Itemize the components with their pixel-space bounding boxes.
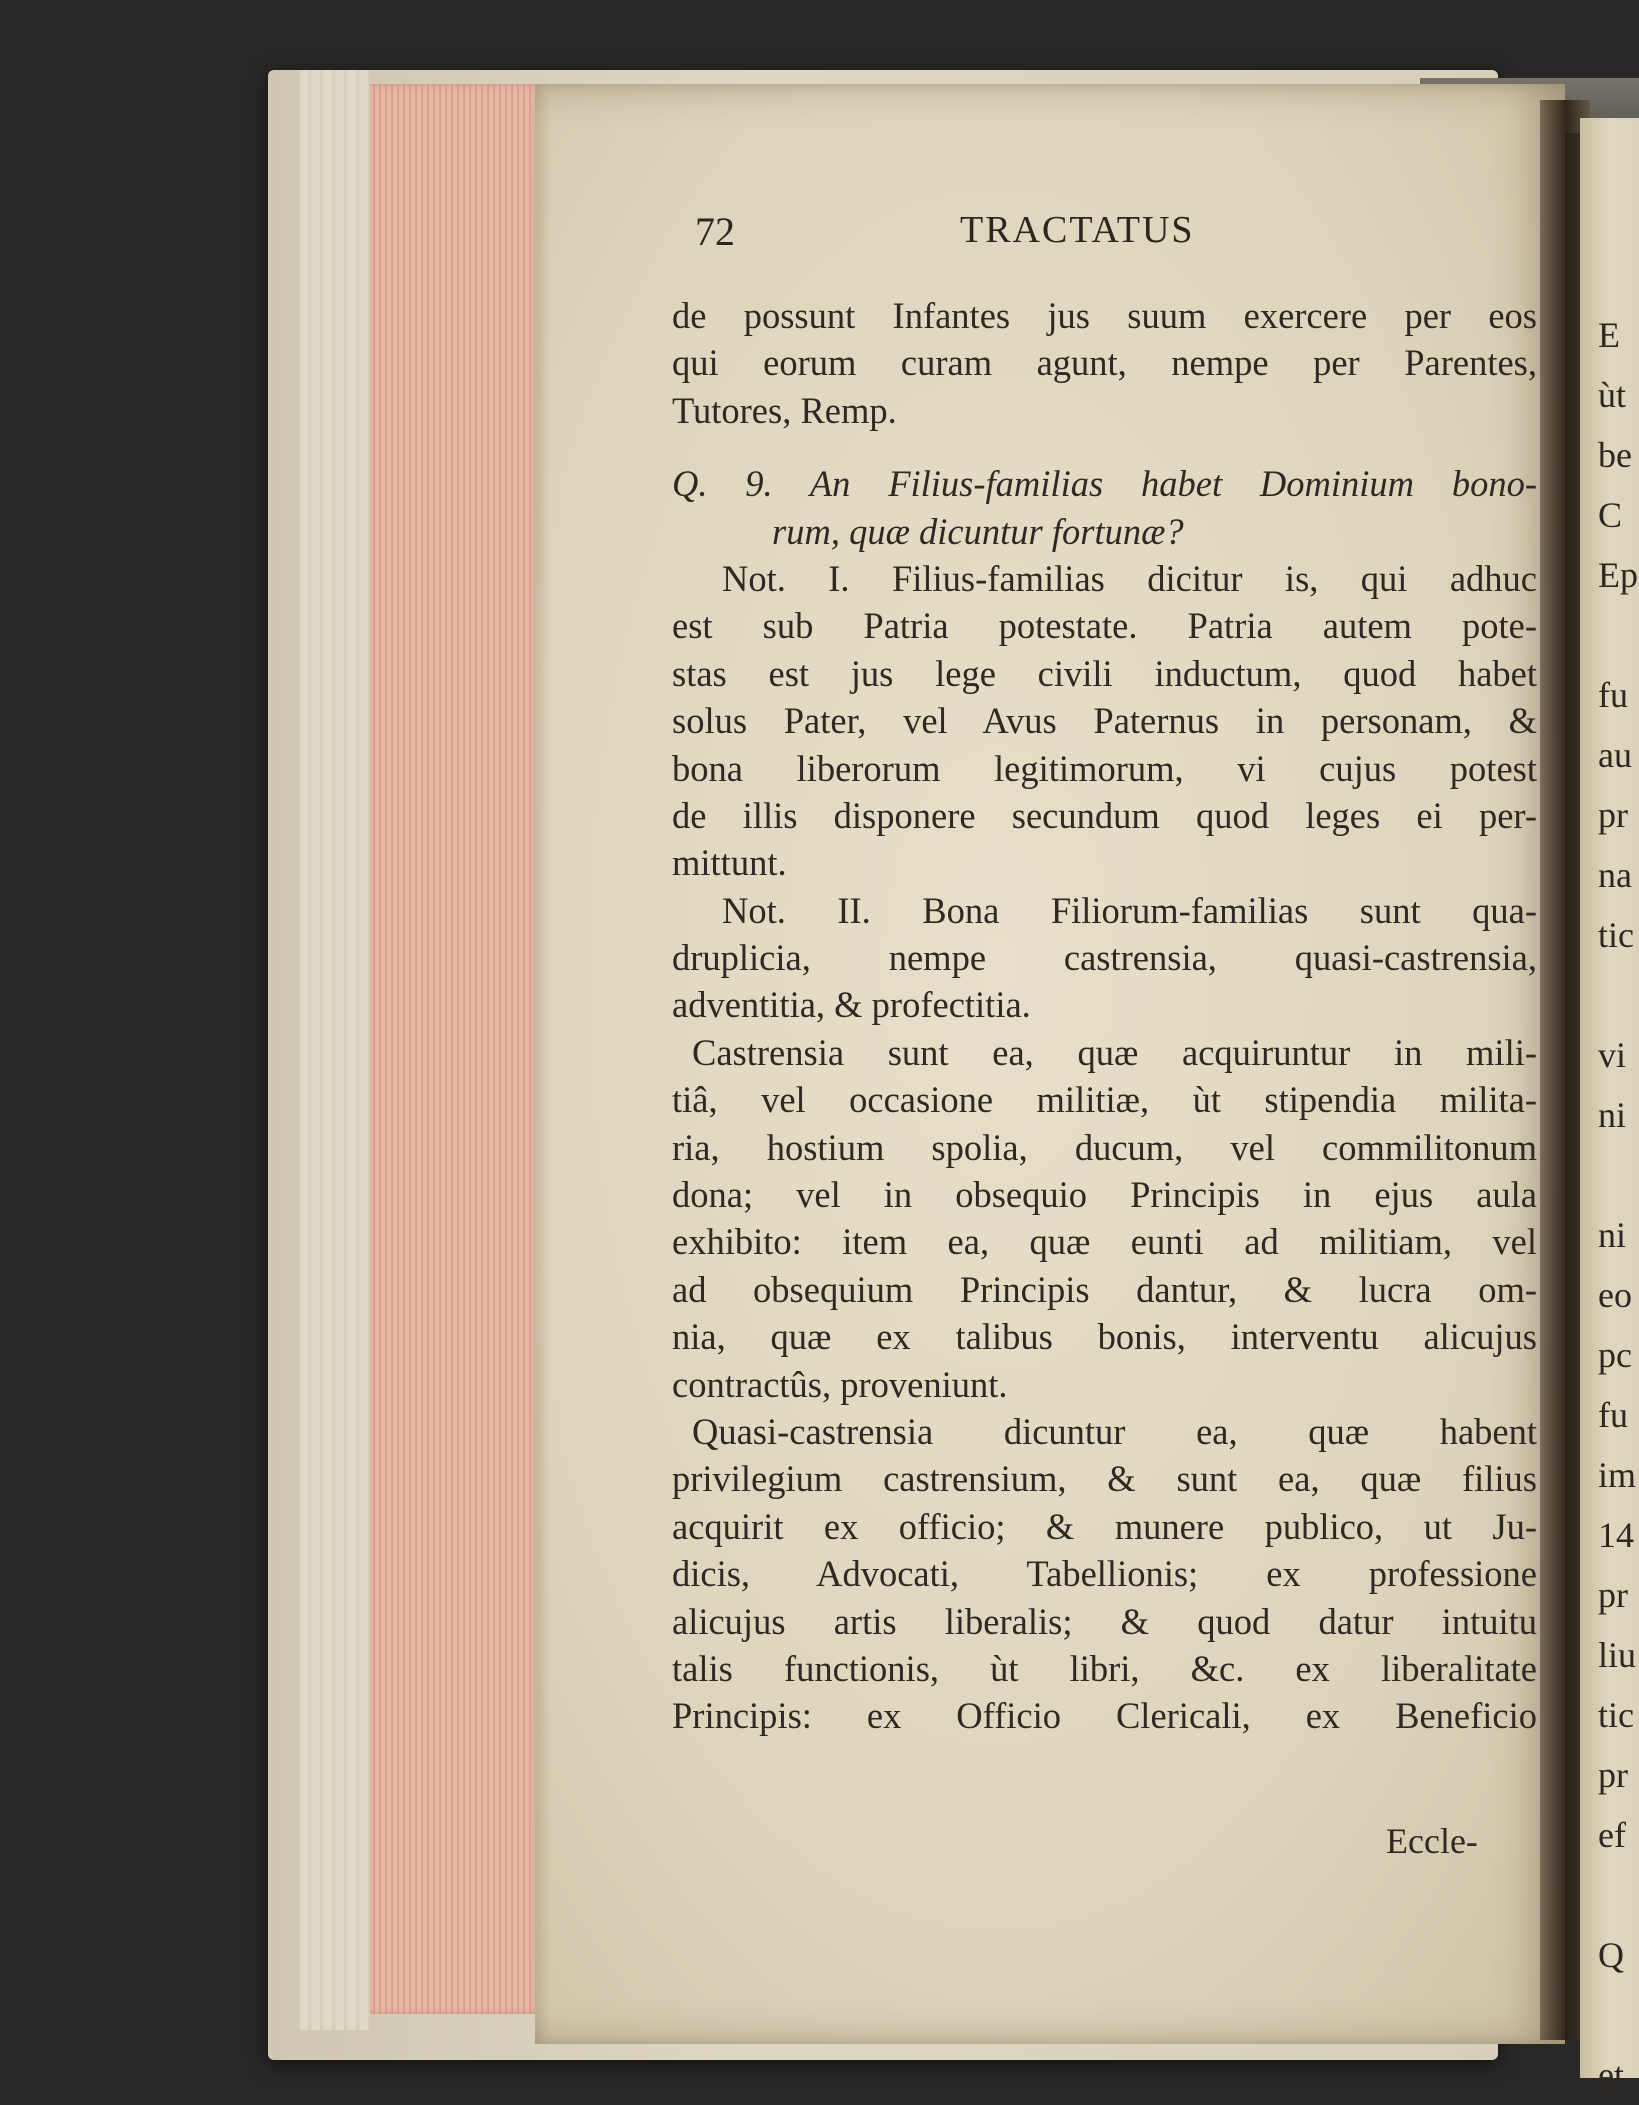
facing-page-fragment: fu xyxy=(1598,675,1628,715)
facing-page-fragment: pc xyxy=(1598,1335,1632,1375)
facing-page-fragment: eo xyxy=(1598,1275,1632,1315)
facing-page-fragment: et xyxy=(1598,2055,1624,2095)
facing-page-fragment: pr xyxy=(1598,1575,1628,1615)
facing-page-fragment: 14 xyxy=(1598,1515,1634,1555)
facing-page-fragment: pr xyxy=(1598,1755,1628,1795)
page-number: 72 xyxy=(695,209,735,254)
text-line: dicis, Advocati, Tabellionis; ex professione xyxy=(672,1553,1537,1595)
facing-page-fragments xyxy=(1598,305,1639,2105)
paragraph-gap xyxy=(672,434,1537,460)
facing-page-fragment: liu xyxy=(1598,1635,1637,1675)
facing-page-fragment xyxy=(1598,1985,1639,2045)
text-line: Tutores, Remp. xyxy=(672,389,897,431)
facing-page-fragment: tic xyxy=(1598,915,1634,955)
facing-page-fragment: fu xyxy=(1598,1395,1628,1435)
text-line: de possunt Infantes jus suum exercere per eos xyxy=(672,295,1537,336)
text-line: druplicia, nempe castrensia, quasi-castrensia, xyxy=(672,937,1537,979)
facing-page-fragment: Q xyxy=(1598,1935,1624,1975)
text-line: ria, hostium spolia, ducum, vel commilitonum xyxy=(672,1126,1537,1168)
text-line: stas est jus lege civili inductum, quod habet xyxy=(672,652,1537,694)
facing-page-fragment: ùt xyxy=(1598,375,1627,415)
facing-page-fragment: tic xyxy=(1598,1695,1634,1735)
text-line: de illis disponere secundum quod leges ei per- xyxy=(672,794,1537,836)
text-line: bona liberorum legitimorum, vi cujus potest xyxy=(672,747,1537,789)
text-line: adventitia, & profectitia. xyxy=(672,984,1031,1026)
facing-page-fragment: Ep xyxy=(1598,555,1638,595)
facing-page-fragment: pr xyxy=(1598,795,1628,835)
text-line: tiâ, vel occasione militiæ, ùt stipendia milita- xyxy=(672,1079,1537,1121)
facing-page-fragment: ni xyxy=(1598,1095,1627,1135)
facing-page-fragment: C xyxy=(1598,495,1623,535)
facing-page-fragment xyxy=(1598,1145,1639,1205)
text-line: talis functionis, ùt libri, &c. ex liberalitate xyxy=(672,1647,1537,1689)
text-line: exhibito: item ea, quæ eunti ad militiam, vel xyxy=(672,1221,1537,1263)
text-line: Not. I. Filius-familias dicitur is, qui adhuc xyxy=(722,557,1537,599)
text-line: contractûs, proveniunt. xyxy=(672,1363,1008,1405)
text-line: Not. II. Bona Filiorum-familias sunt qua- xyxy=(722,889,1537,931)
text-line: ad obsequium Principis dantur, & lucra om- xyxy=(672,1268,1537,1310)
text-line: solus Pater, vel Avus Paternus in personam, & xyxy=(672,700,1537,742)
text-line: Principis: ex Officio Clericali, ex Beneficio xyxy=(672,1695,1537,1737)
text-line: Quasi-castrensia dicuntur ea, quæ habent xyxy=(692,1410,1537,1452)
running-head: TRACTATUS xyxy=(960,209,1195,251)
text-line: acquirit ex officio; & munere publico, ut Ju- xyxy=(672,1505,1537,1547)
facing-page-fragment xyxy=(1598,605,1639,665)
cover-board-edge xyxy=(300,70,370,2030)
facing-page-fragment: ef xyxy=(1598,1815,1626,1855)
text-line: Castrensia sunt ea, quæ acquiruntur in mili- xyxy=(692,1031,1537,1073)
text-line: alicujus artis liberalis; & quod datur intuitu xyxy=(672,1600,1537,1642)
text-line: mittunt. xyxy=(672,842,787,884)
text-line: nia, quæ ex talibus bonis, interventu alicujus xyxy=(672,1316,1537,1358)
page-block-edges xyxy=(370,84,540,2014)
page-body-text xyxy=(672,292,1537,1740)
text-line: qui eorum curam agunt, nempe per Parentes, xyxy=(672,342,1537,384)
catchword: Eccle- xyxy=(1386,1821,1478,1861)
facing-page-fragment xyxy=(1598,965,1639,1025)
facing-page-fragment: au xyxy=(1598,735,1632,775)
text-line: privilegium castrensium, & sunt ea, quæ filius xyxy=(672,1458,1537,1500)
facing-page-fragment: na xyxy=(1598,855,1632,895)
facing-page-fragment: im xyxy=(1598,1455,1637,1495)
text-line: est sub Patria potestate. Patria autem pote- xyxy=(672,605,1537,647)
text-line: rum, quæ dicuntur fortunæ? xyxy=(772,510,1184,552)
facing-page-fragment: be xyxy=(1598,435,1632,475)
facing-page-fragment: E xyxy=(1598,315,1620,355)
text-line: dona; vel in obsequio Principis in ejus aula xyxy=(672,1174,1537,1216)
facing-page-fragment: vi xyxy=(1598,1035,1627,1075)
text-line: Q. 9. An Filius-familias habet Dominium bono- xyxy=(672,463,1537,505)
facing-page-fragment xyxy=(1598,1865,1639,1925)
facing-page-fragment: ni xyxy=(1598,1215,1627,1255)
